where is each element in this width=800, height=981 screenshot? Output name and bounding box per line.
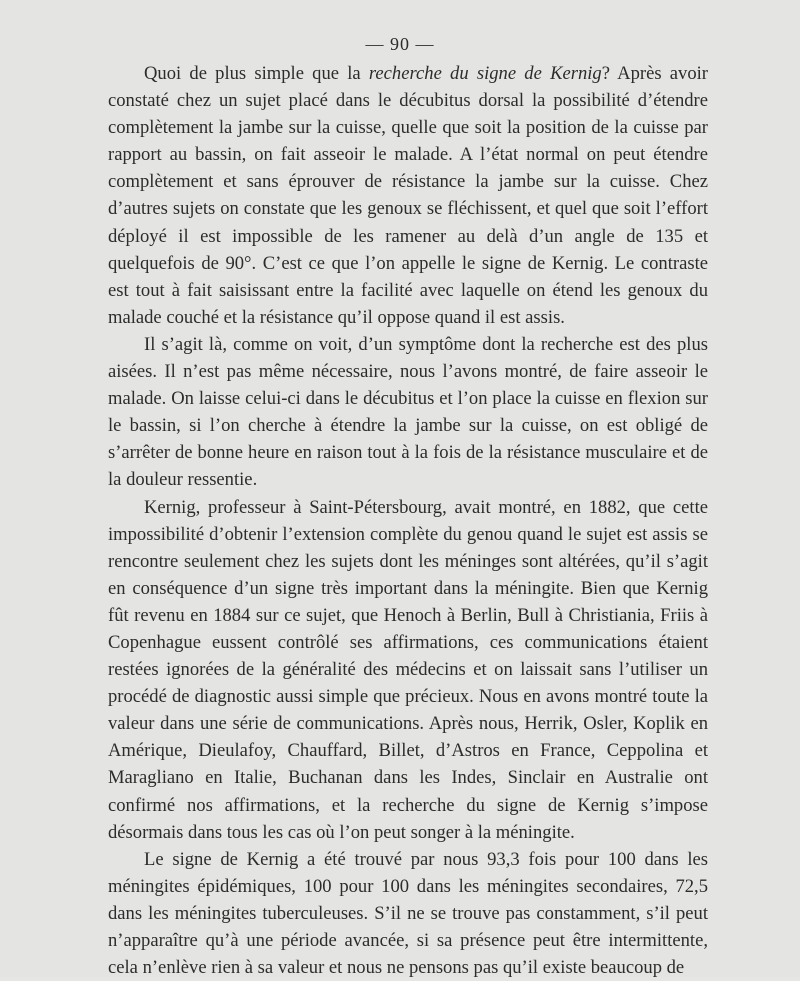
page-number: — 90 — [365, 34, 435, 54]
paragraph-1-rest: ? Après avoir constaté chez un sujet placé dans le décubitus dorsal la possibilité d’étendre complètement la jambe sur la cuisse, quelle que soit la position de la cuisse par rapport au bassin, on fait asseoir le malade. A l’état normal on peut étendre complètement et sans éprouver de résistance la jambe sur la cuisse. Chez d’autres sujets on constate que les genoux se fléchissent, et quel que soit l’effort déployé il est impossible de les ramener au delà d’un angle de 135 et quelquefois de 90°. C’est ce que l’on appelle le signe de Kernig. Le contraste est tout à fait saisissant entre la facilité avec laquelle on étend les genoux du malade couché et la résistance qu’il oppose quand il est assis. [108, 63, 708, 328]
paragraph-4: Le signe de Kernig a été trouvé par nous 93,3 fois pour 100 dans les méningites épidémiques, 100 pour 100 dans les méningites secondaires, 72,5 dans les méningites tuberculeuses. S’il ne se trouve pas constamment, s’il peut n’apparaître qu’à une période avancée, si sa présence peut être intermittente, cela n’enlève rien à sa valeur et nous ne pensons pas qu’il existe beaucoup de [108, 848, 708, 979]
paragraph-1 [108, 60, 708, 331]
paragraph-1-emphasis: recherche du signe de Kernig [368, 63, 602, 84]
paragraph-1-lead: Quoi de plus simple que la [144, 63, 369, 84]
paragraph-2: Il s’agit là, comme on voit, d’un symptôme dont la recherche est des plus aisées. Il n’est pas même nécessaire, nous l’avons montré, de faire asseoir le malade. On laisse celui-ci dans le décubitus et l’on place la cuisse en flexion sur le bassin, si l’on cherche à étendre la jambe sur la cuisse, on est obligé de s’arrêter de bonne heure en raison tout à la fois de la résistance musculaire et de la douleur ressentie. [108, 333, 708, 491]
paragraph-3: Kernig, professeur à Saint-Pétersbourg, avait montré, en 1882, que cette impossibilité d’obtenir l’extension complète du genou quand le sujet est assis se rencontre seulement chez les sujets dont les méninges sont altérées, qu’il s’agit en conséquence d’un signe très important dans la méningite. Bien que Kernig fût revenu en 1884 sur ce sujet, que Henoch à Berlin, Bull à Christiania, Friis à Copenhague eussent contrôlé ses affirmations, ces communications étaient restées ignorées de la généralité des médecins et on laissait sans l’utiliser un procédé de diagnostic aussi simple que précieux. Nous en avons montré toute la valeur dans une série de communications. Après nous, Herrik, Osler, Koplik en Amérique, Dieulafoy, Chauffard, Billet, d’Astros en France, Ceppolina et Maragliano en Italie, Buchanan dans les Indes, Sinclair en Australie ont confirmé nos affirmations, et la recherche du signe de Kernig s’impose désormais dans tous les cas où l’on peut songer à la méningite. [108, 496, 708, 843]
body-text [108, 60, 708, 981]
